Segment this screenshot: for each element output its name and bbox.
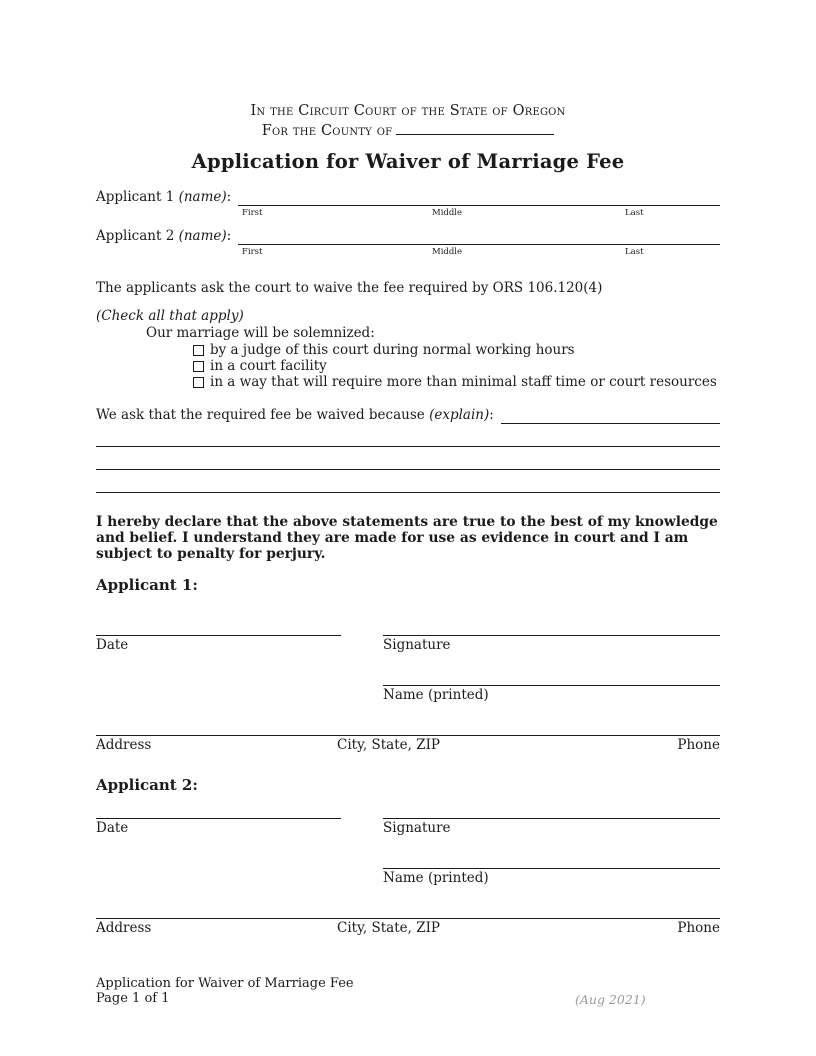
applicant2-date-signature-lines bbox=[96, 794, 720, 836]
applicant1-address-labels bbox=[96, 736, 720, 753]
last-sublabel: Last bbox=[625, 247, 644, 257]
facility-checkbox-label: in a court facility bbox=[210, 358, 327, 375]
middle-sublabel: Middle bbox=[432, 247, 463, 257]
applicant-name-section bbox=[96, 189, 720, 258]
applicant1-printed-name-row bbox=[96, 653, 720, 703]
county-line bbox=[96, 121, 720, 141]
applicant2-signature-field[interactable] bbox=[383, 794, 720, 819]
applicant1-date-field[interactable] bbox=[96, 594, 341, 636]
footer-form-name: Application for Waiver of Marriage Fee bbox=[96, 976, 354, 991]
applicant2-name-row bbox=[96, 228, 720, 245]
staff-time-checkbox-label: in a way that will require more than minimal staff time or court resources bbox=[210, 374, 717, 391]
phone-label: Phone bbox=[677, 920, 720, 937]
address-label: Address bbox=[96, 920, 152, 937]
county-label: For the County of bbox=[261, 123, 393, 139]
court-name-line: In the Circuit Court of the State of Oregon bbox=[250, 103, 566, 119]
date-label: Date bbox=[96, 637, 129, 654]
judge-checkbox-label: by a judge of this court during normal working hours bbox=[210, 341, 575, 358]
checkbox-row-staff-time bbox=[193, 375, 720, 391]
first-sublabel: First bbox=[242, 208, 263, 218]
last-sublabel: Last bbox=[625, 208, 644, 218]
check-all-instruction: (Check all that apply) bbox=[96, 308, 244, 324]
applicant2-address-labels bbox=[96, 919, 720, 936]
address-label: Address bbox=[96, 737, 152, 754]
name-printed-label: Name (printed) bbox=[383, 687, 489, 704]
footer-revision-date: (Aug 2021) bbox=[575, 992, 646, 1007]
county-blank-field[interactable] bbox=[396, 122, 554, 135]
applicant1-name-sublabels bbox=[96, 206, 720, 219]
solemnized-label: Our marriage will be solemnized: bbox=[146, 325, 375, 341]
applicant1-name-label: Applicant 1 (name): bbox=[96, 189, 232, 205]
applicant1-name-field[interactable] bbox=[238, 191, 720, 206]
staff-time-checkbox[interactable] bbox=[193, 377, 204, 388]
applicant2-name-sublabels bbox=[96, 245, 720, 258]
applicant2-heading: Applicant 2: bbox=[96, 776, 198, 795]
footer-form-info bbox=[96, 977, 354, 1006]
applicant1-signature-field[interactable] bbox=[383, 594, 720, 636]
court-header bbox=[96, 101, 720, 141]
explain-field-line2[interactable] bbox=[96, 424, 720, 447]
applicant2-name-label: Applicant 2 (name): bbox=[96, 228, 232, 244]
checkbox-row-judge bbox=[193, 342, 720, 358]
form-content bbox=[96, 0, 720, 936]
applicant2-address-field[interactable] bbox=[96, 886, 720, 919]
signature-label: Signature bbox=[383, 820, 451, 837]
city-state-zip-label: City, State, ZIP bbox=[337, 920, 441, 937]
applicant2-date-field[interactable] bbox=[96, 794, 341, 819]
name-printed-label: Name (printed) bbox=[383, 870, 489, 887]
applicant2-name-field[interactable] bbox=[238, 230, 720, 245]
judge-checkbox[interactable] bbox=[193, 345, 204, 356]
applicant2-printed-name-field[interactable] bbox=[383, 836, 720, 869]
applicant1-heading: Applicant 1: bbox=[96, 576, 198, 595]
waive-request-statement: The applicants ask the court to waive the fee required by ORS 106.120(4) bbox=[96, 280, 603, 296]
explain-label: We ask that the required fee be waived because (explain): bbox=[96, 407, 494, 424]
phone-label: Phone bbox=[677, 737, 720, 754]
explain-field-line1[interactable] bbox=[501, 409, 720, 424]
facility-checkbox[interactable] bbox=[193, 361, 204, 372]
applicant1-printed-name-field[interactable] bbox=[383, 653, 720, 686]
applicant2-printed-name-row bbox=[96, 836, 720, 886]
applicant1-address-field[interactable] bbox=[96, 703, 720, 736]
date-label: Date bbox=[96, 820, 129, 837]
applicant1-name-row bbox=[96, 189, 720, 206]
explain-field-line3[interactable] bbox=[96, 447, 720, 470]
city-state-zip-label: City, State, ZIP bbox=[337, 737, 441, 754]
explain-row bbox=[96, 407, 720, 424]
applicant1-date-signature-lines bbox=[96, 594, 720, 653]
page-title: Application for Waiver of Marriage Fee bbox=[191, 150, 625, 173]
explain-field-line4[interactable] bbox=[96, 470, 720, 493]
first-sublabel: First bbox=[242, 247, 263, 257]
perjury-declaration: I hereby declare that the above statements are true to the best of my knowledge and belief. I understand they are made for use as evidence in court and I am subject to penalty for perjury. bbox=[96, 514, 718, 563]
footer-page-number: Page 1 of 1 bbox=[96, 990, 170, 1006]
middle-sublabel: Middle bbox=[432, 208, 463, 218]
checkbox-row-facility bbox=[193, 358, 720, 374]
signature-label: Signature bbox=[383, 637, 451, 654]
